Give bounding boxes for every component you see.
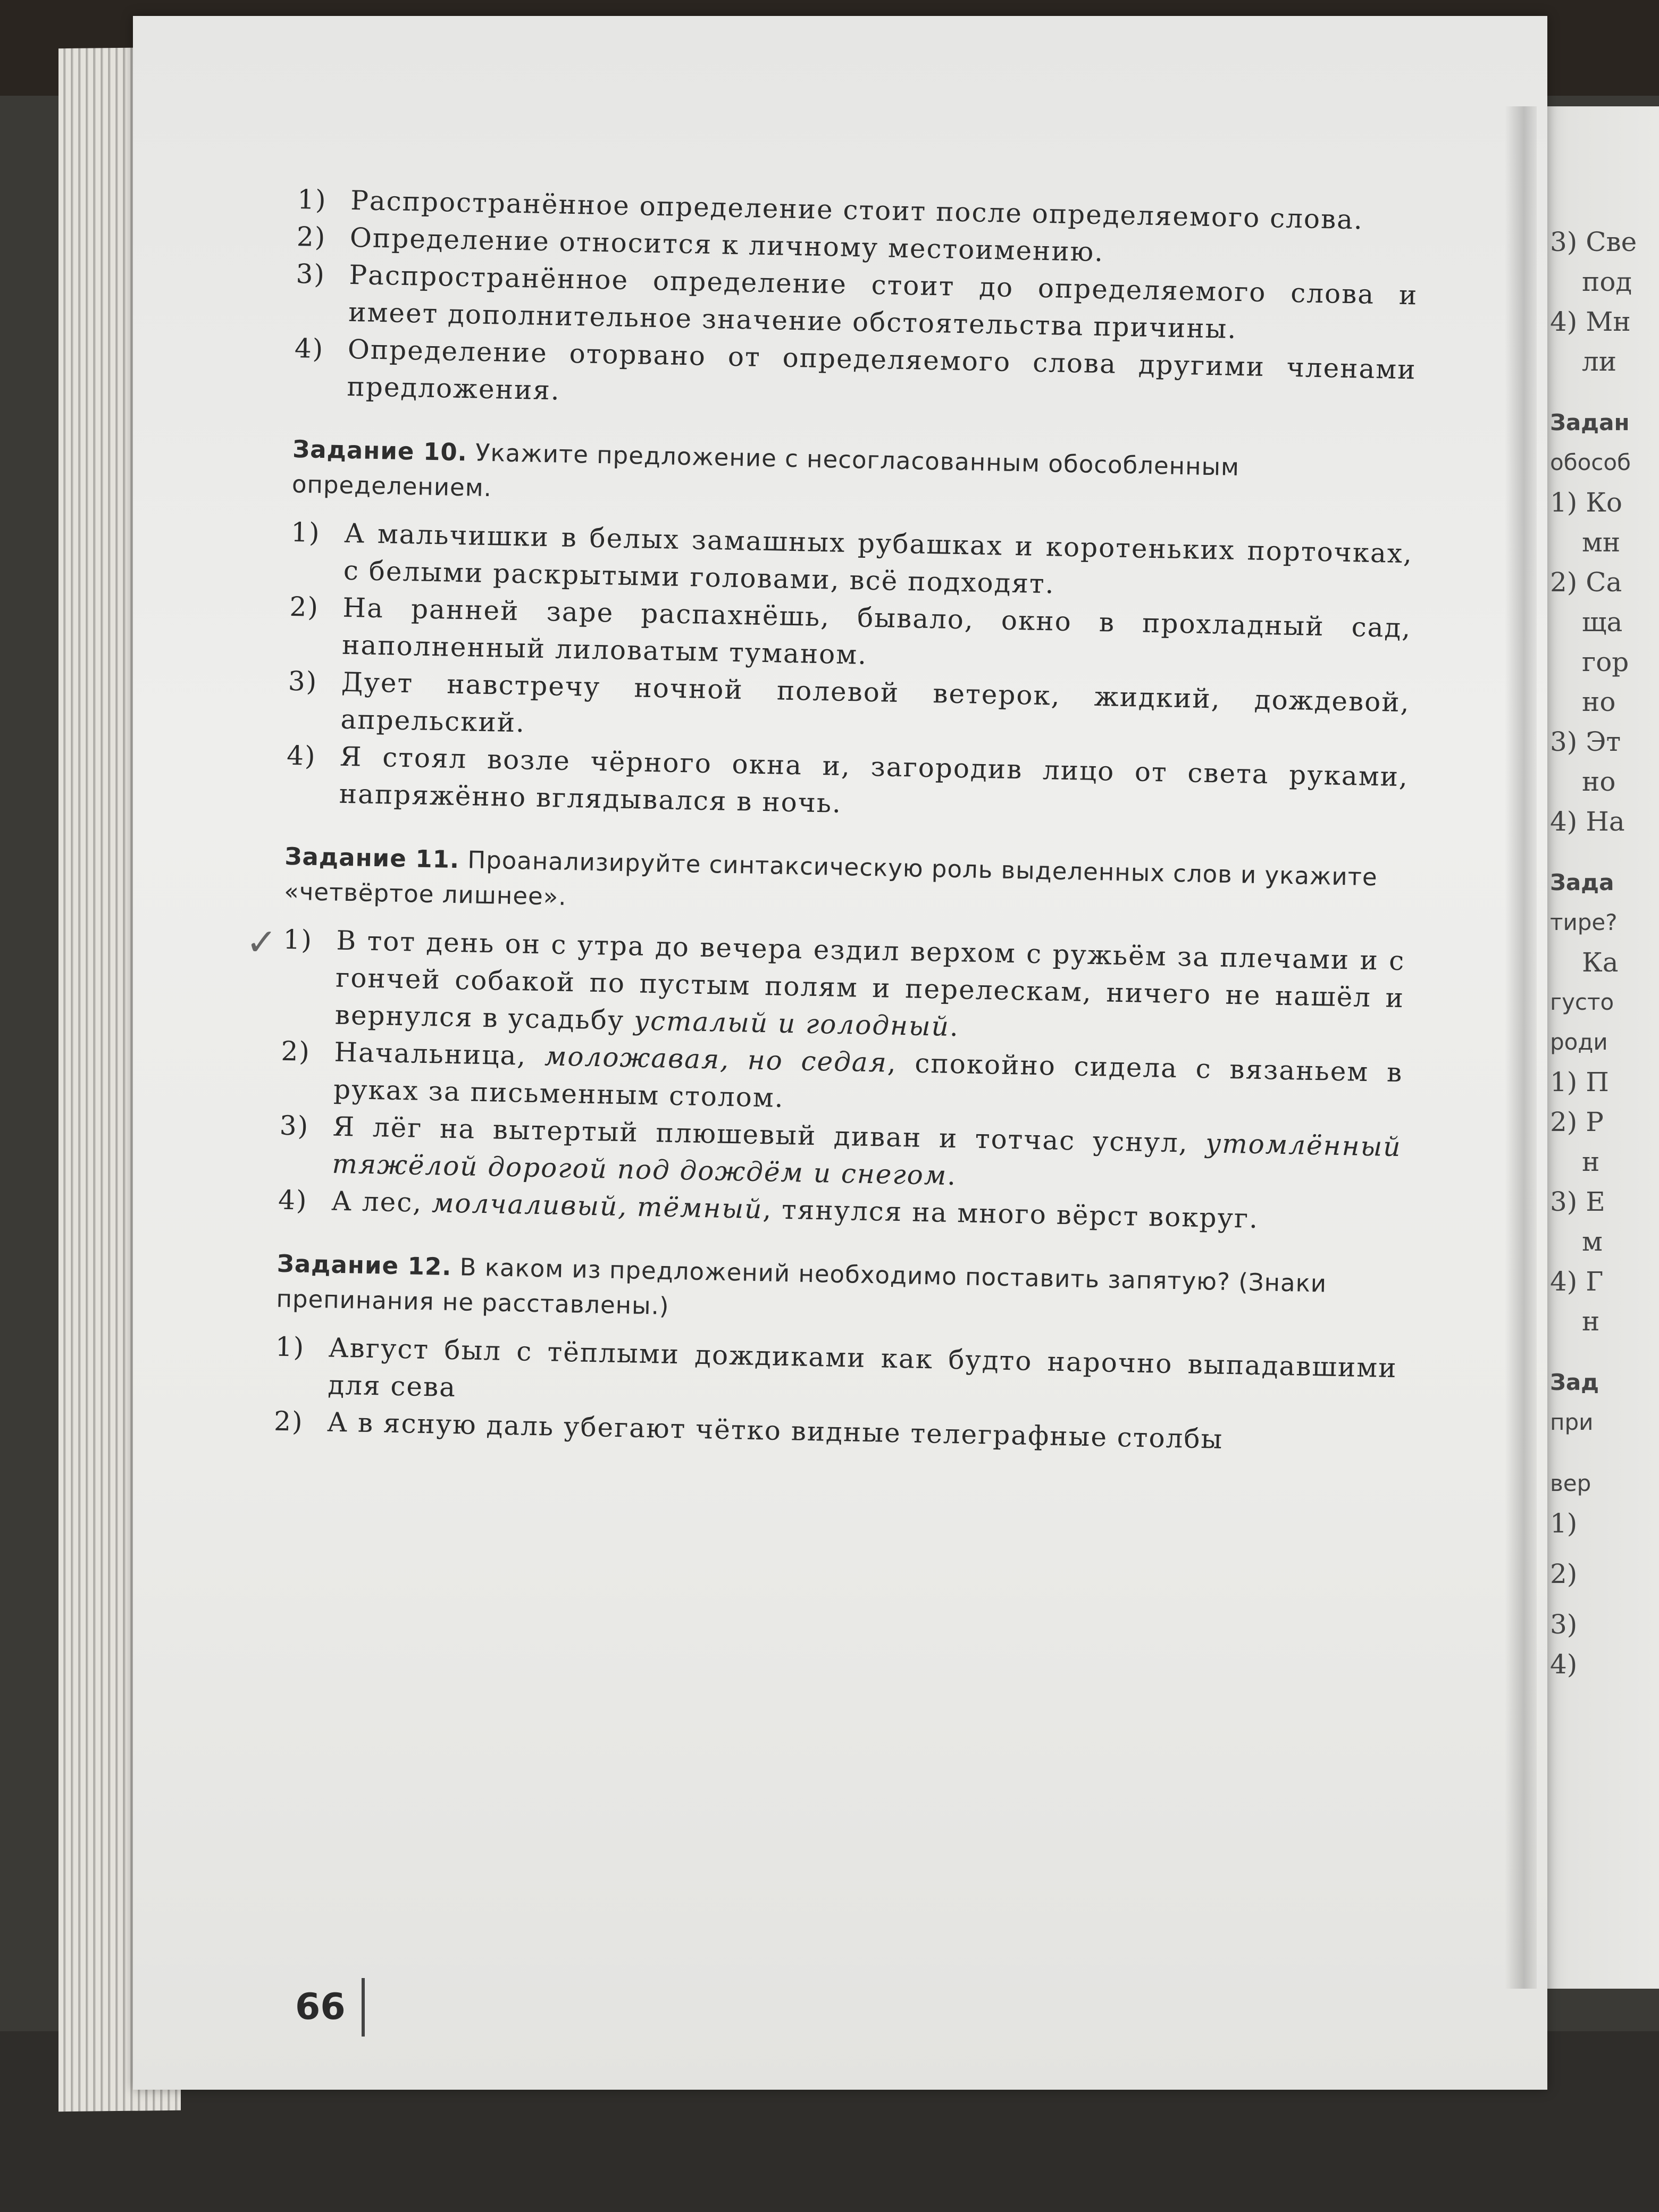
task10-prompt: Укажите предложение с несогласованным обособленным определением. bbox=[291, 438, 1240, 502]
task10-title: Задание 10. bbox=[292, 434, 468, 467]
list-item: 1) А мальчишки в белых замашных рубашках и коротеньких порточках, с белыми раскрытыми головами, всё подходят. bbox=[290, 516, 1413, 600]
facing-page-text: 3) Све под 4) Мн ли Задан обособ 1) Ко мн 2) Са ща гор но 3) Эт но 4) На Зада тире? Ка густо роди 1) П 2) Р н 3) Е м 4) Г н Зад при вер 1) 2) 3) 4) bbox=[1550, 227, 1637, 1680]
list-item: 2) Начальница, моложавая, но седая, спокойно сидела с вязаньем в руках за письменным столом. bbox=[281, 1035, 1403, 1113]
list-item: 3) Я лёг на вытертый плюшевый диван и тотчас уснул, утомлённый тяжёлой дорогой под дождём и снегом. bbox=[279, 1110, 1402, 1192]
list-item: 3) Дует навстречу ночной полевой ветерок, жидкий, дождевой, апрельский. bbox=[288, 665, 1411, 739]
list-item: 4) Определение оторвано от определяемого слова другими членами предложения. bbox=[294, 332, 1417, 406]
page-number-divider bbox=[362, 1978, 365, 2037]
list-item: 4) А лес, молчаливый, тёмный, тянулся на много вёрст вокруг. bbox=[278, 1184, 1259, 1235]
task11-prompt: Проанализируйте синтаксическую роль выделенных слов и укажите «четвёртое лишнее». bbox=[283, 845, 1378, 911]
task10-options bbox=[286, 514, 1413, 833]
list-item: 2) На ранней заре распахнёшь, бывало, окно в прохладный сад, наполненный лиловатым туманом. bbox=[289, 591, 1412, 671]
task12-title: Задание 12. bbox=[276, 1249, 452, 1281]
task11-heading bbox=[284, 839, 1407, 931]
page-content bbox=[245, 181, 1420, 1461]
task9-options bbox=[294, 181, 1420, 425]
task12-heading bbox=[276, 1246, 1399, 1338]
list-item: 4) Я стоял возле чёрного окна и, загородив лицо от света руками, напряжённо вглядывался в ночь. bbox=[286, 740, 1409, 819]
task10-heading bbox=[291, 432, 1414, 523]
list-item: 2) Определение относится к личному местоимению. bbox=[296, 221, 1104, 268]
handwritten-check-icon: ✓ bbox=[245, 920, 278, 965]
task11-title: Задание 11. bbox=[284, 842, 460, 874]
task11-options bbox=[245, 920, 1405, 1240]
list-item: 1) В тот день он с утра до вечера ездил верхом с ружьём за плечами и с гончей собакой по пустым полям и перелескам, ничего не нашёл и вернулся в усадьбу усталый и голодный. bbox=[283, 924, 1405, 1043]
highlighted-words: молчаливый, тёмный bbox=[431, 1187, 763, 1225]
highlighted-words: моложавая, но седая bbox=[544, 1041, 888, 1078]
book-gutter bbox=[1505, 106, 1537, 1989]
task12-options bbox=[274, 1328, 1398, 1461]
highlighted-words: утомлённый тяжёлой дорогой под дождём и снегом bbox=[331, 1128, 1402, 1191]
task12-prompt: В каком из предложений необходимо поставить запятую? (Знаки препинания не расставлены.) bbox=[276, 1253, 1327, 1320]
highlighted-words: усталый и голодный bbox=[633, 1005, 950, 1042]
page-number: 66 bbox=[295, 1986, 346, 2028]
list-item: 2) А в ясную даль убегают чётко видные телеграфные столбы bbox=[273, 1405, 1224, 1455]
list-item: 1) Распространённое определение стоит после определяемого слова. bbox=[297, 183, 1364, 236]
list-item: 1) Август был с тёплыми дождиками как будто нарочно выпадавшими для сева bbox=[275, 1331, 1398, 1403]
list-item: 3) Распространённое определение стоит до определяемого слова и имеет дополнительное значение обстоятельства причины. bbox=[296, 258, 1418, 345]
